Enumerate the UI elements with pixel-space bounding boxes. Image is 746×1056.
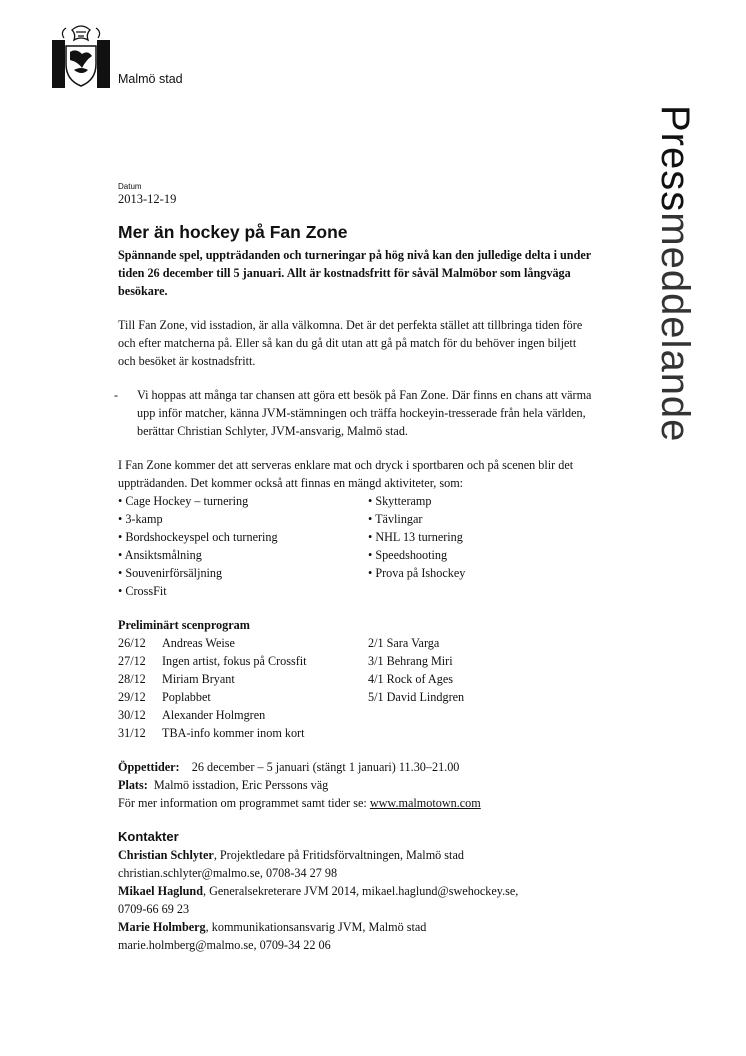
quote-paragraph xyxy=(114,386,593,440)
quote-text: Vi hoppas att många tar chansen att göra ett besök på Fan Zone. Där finns en chans att värma upp inför matcher, känna JVM-stämningen och träffa hockeyin-tresserade från hela världen, berättar Christian Schlyter, JVM-ansvarig, Malmö stad. xyxy=(137,388,592,438)
activity-item: • Speedshooting xyxy=(368,548,448,562)
vertical-title-meddelande: meddelande xyxy=(653,212,697,443)
program-day: 30/12 xyxy=(118,708,146,722)
activity-item: • Bordshockeyspel och turnering xyxy=(118,530,278,544)
program-row xyxy=(118,670,368,688)
activity-item: • Prova på Ishockey xyxy=(368,566,466,580)
program-row xyxy=(118,706,368,724)
opening-hours-value: 26 december – 5 januari (stängt 1 januari) 11.30–21.00 xyxy=(191,760,460,774)
program-entry: 5/1 David Lindgren xyxy=(368,690,465,704)
lead-paragraph: Spännande spel, uppträdanden och turneringar på hög nivå kan den julledige delta i under tiden 26 december till 5 januari. Allt är kostnadsfritt för såväl Malmöbor som långväga besökare. xyxy=(118,248,591,298)
page-title: Mer än hockey på Fan Zone xyxy=(118,222,348,242)
venue xyxy=(118,776,593,794)
date-label: Datum xyxy=(118,182,142,191)
vertical-title-press: Press xyxy=(653,105,697,213)
contacts-heading: Kontakter xyxy=(118,829,179,844)
venue-value: Malmö isstadion, Eric Perssons väg xyxy=(153,778,329,792)
program-heading: Preliminärt scenprogram xyxy=(118,618,250,632)
program-row xyxy=(118,724,368,742)
program-act: Poplabbet xyxy=(162,690,211,704)
activity-item: • NHL 13 turnering xyxy=(368,530,463,544)
program-act: Ingen artist, fokus på Crossfit xyxy=(162,654,307,668)
program-act: Andreas Weise xyxy=(162,636,235,650)
contact-line xyxy=(118,918,593,936)
program-act: Alexander Holmgren xyxy=(162,708,266,722)
contact-role: , Projektledare på Fritidsförvaltningen, Malmö stad xyxy=(213,848,464,862)
activity-item: • Cage Hockey – turnering xyxy=(118,494,249,508)
contact-role: , kommunikationsansvarig JVM, Malmö stad xyxy=(205,920,427,934)
program-day: 29/12 xyxy=(118,690,146,704)
contact-name: Christian Schlyter xyxy=(118,848,214,862)
quote-dash: - xyxy=(114,388,119,402)
activity-item: • 3-kamp xyxy=(118,512,163,526)
opening-hours-label: Öppettider: xyxy=(118,760,180,774)
contact-name: Marie Holmberg xyxy=(118,920,206,934)
activities-list xyxy=(118,492,593,600)
contact-details[interactable]: marie.holmberg@malmo.se, 0709-34 22 06 xyxy=(118,938,331,952)
activity-item: • Tävlingar xyxy=(368,512,423,526)
activity-item: • Ansiktsmålning xyxy=(118,548,202,562)
contact-name: Mikael Haglund xyxy=(118,884,203,898)
opening-hours xyxy=(118,758,593,776)
program-entry: 2/1 Sara Varga xyxy=(368,636,440,650)
malmotown-link[interactable]: www.malmotown.com xyxy=(369,796,481,810)
body-paragraph-2: I Fan Zone kommer det att serveras enklare mat och dryck i sportbaren och på scenen blir det uppträdanden. Det kommer också att finnas en mängd aktiviteter, som: xyxy=(118,458,574,490)
program-row xyxy=(118,652,368,670)
contact-role: , Generalsekreterare JVM 2014, mikael.haglund@swehockey.se, xyxy=(203,884,519,898)
program-day: 28/12 xyxy=(118,672,146,686)
activity-item: • CrossFit xyxy=(118,584,167,598)
program-entry: 3/1 Behrang Miri xyxy=(368,654,453,668)
program-row xyxy=(118,634,368,652)
contact-line xyxy=(118,882,593,900)
program-row xyxy=(118,688,368,706)
organization-name: Malmö stad xyxy=(118,72,183,86)
contact-line xyxy=(118,846,593,864)
more-info xyxy=(118,794,593,812)
program-entry: 4/1 Rock of Ages xyxy=(368,672,453,686)
contact-details[interactable]: christian.schlyter@malmo.se, 0708-34 27 98 xyxy=(118,866,338,880)
activity-item: • Skytteramp xyxy=(368,494,432,508)
date-value: 2013-12-19 xyxy=(118,192,177,206)
program-day: 27/12 xyxy=(118,654,146,668)
venue-label: Plats: xyxy=(118,778,148,792)
program-act: TBA-info kommer inom kort xyxy=(162,726,305,740)
program-day: 26/12 xyxy=(118,636,146,650)
vertical-press-release-title xyxy=(650,105,700,545)
body-paragraph-1: Till Fan Zone, vid isstadion, är alla välkomna. Det är det perfekta stället att tillbringa tiden före och efter matcherna på. Eller så kan du gå dit utan att gå på match för du behöver ingen biljett och besöket är kostnadsfritt. xyxy=(118,318,583,368)
stage-program xyxy=(118,634,593,742)
contact-details[interactable]: 0709-66 69 23 xyxy=(118,902,190,916)
program-day: 31/12 xyxy=(118,726,146,740)
more-info-text: För mer information om programmet samt tider se: xyxy=(118,796,370,810)
activity-item: • Souvenirförsäljning xyxy=(118,566,223,580)
malmo-coat-of-arms-logo xyxy=(52,24,110,88)
program-act: Miriam Bryant xyxy=(162,672,235,686)
